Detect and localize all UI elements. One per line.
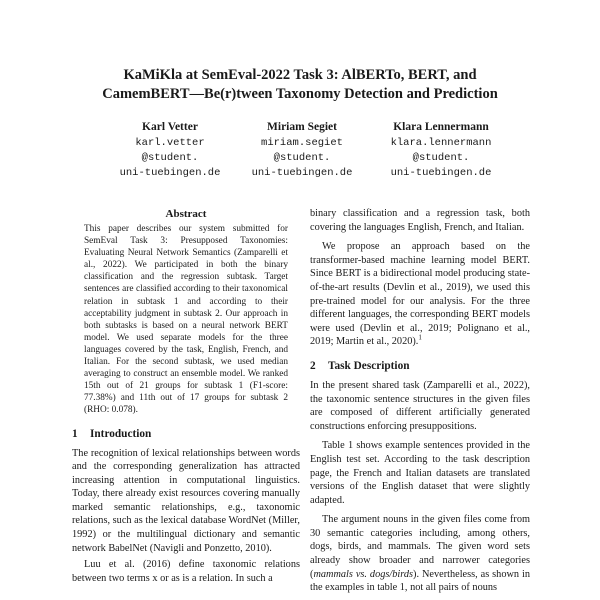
email-line: uni-tuebingen.de (251, 167, 353, 179)
paper-title (60, 66, 540, 104)
author-email (361, 136, 521, 181)
title-line-1: KaMiKla at SemEval-2022 Task 3: AlBERTo, BERT, and (123, 67, 477, 83)
author-name: Klara Lennermann (393, 121, 489, 133)
intro-paragraph-1: The recognition of lexical relationships between words and the corresponding generalization has attracted increasing attention in computational linguistics. Today, there already exist resources covering manually marked semantic relationships, e.g., taxonomic relations, such as the lexical database WordNet (Miller, 1992) or the multilingual dictionary and semantic network BabelNet (Navigli and Ponzetto, 2010). (72, 447, 300, 554)
section-heading-introduction (72, 427, 300, 441)
section-number: 1 (72, 427, 78, 440)
email-line: karl.vetter (135, 137, 205, 149)
author-email (222, 136, 382, 181)
email-line: @student. (412, 152, 470, 164)
email-line: uni-tuebingen.de (390, 167, 492, 179)
email-line: @student. (141, 152, 199, 164)
intro-paragraph-continued: binary classification and a regression task, both covering the languages English, French, and Italian. (310, 208, 530, 233)
abstract-text: This paper describes our system submitted for SemEval Task 3: Presupposed Taxonomies: Evaluating Neural Network Semantics (Zamparelli et al., 2022). We participated in both the binary classification and the regression subtask. Target sentences are classified according to their taxonomical relation in subtask 1 and according to their acceptability judgment in subtask 2. Our approach in both subtasks is based on a neural network BERT model. We used separate models for the three languages covered by the task, English, French, and Italian. For the second subtask, we used median averaging to construct an ensemble model. We ranked 15th out of 21 groups for subtask 1 (F1-score: 77.38%) and 11th out of 17 groups for subtask 2 (RHO: 0.078). (84, 224, 288, 416)
right-column (310, 207, 530, 598)
left-column (72, 207, 300, 588)
section-title: Task Description (328, 359, 410, 372)
footnote-marker[interactable]: 1 (418, 333, 422, 342)
task-paragraph-2: Table 1 shows example sentences provided in the English test set. According to the task description page, the French and Italian datasets are translated versions of the English dataset that were slightly adapted. (310, 440, 530, 506)
task-p3-start: The argument nouns in the given files come from 30 semantic categories including, among others, dogs, birds, and mammals. The given word sets already show broader and narrower categories ( (310, 514, 530, 580)
task-p3-example: mammals vs. dogs/birds (313, 568, 414, 580)
abstract-heading: Abstract (165, 208, 207, 220)
section-title: Introduction (90, 427, 152, 440)
approach-paragraph (310, 240, 530, 349)
task-p3-end: ). Nevertheless, as shown in the examples in table 1, not all pairs of nouns (310, 568, 530, 594)
email-line: uni-tuebingen.de (119, 167, 221, 179)
email-line: miriam.segiet (261, 137, 343, 149)
author-block-3 (361, 120, 521, 181)
task-paragraph-3 (310, 513, 530, 595)
section-number: 2 (310, 359, 316, 372)
email-line: klara.lennermann (390, 137, 492, 149)
section-heading-task-description (310, 359, 530, 373)
title-line-2: CamemBERT—Be(r)tween Taxonomy Detection and Prediction (102, 86, 498, 102)
author-block-2 (222, 120, 382, 181)
approach-text: We propose an approach based on the transformer-based machine learning model BERT. Since BERT is a bidirectional model producing state-of-the-art results (Devlin et al., 2019), we used this pre-trained model for our analysis. For the three different languages, the corresponding BERT models were used (Devlin et al., 2019; Polignano et al., 2019; Martin et al., 2020). (310, 241, 530, 348)
email-line: @student. (273, 152, 331, 164)
author-name: Miriam Segiet (267, 121, 337, 133)
author-name: Karl Vetter (142, 121, 198, 133)
intro-paragraph-2: Luu et al. (2016) define taxonomic relations between two terms x or as is a relation. In such a (72, 559, 300, 584)
task-paragraph-1: In the present shared task (Zamparelli et al., 2022), the taxonomic sentence structures in the given files are composed of different artificially generated constructions enforcing presuppositions. (310, 379, 530, 432)
